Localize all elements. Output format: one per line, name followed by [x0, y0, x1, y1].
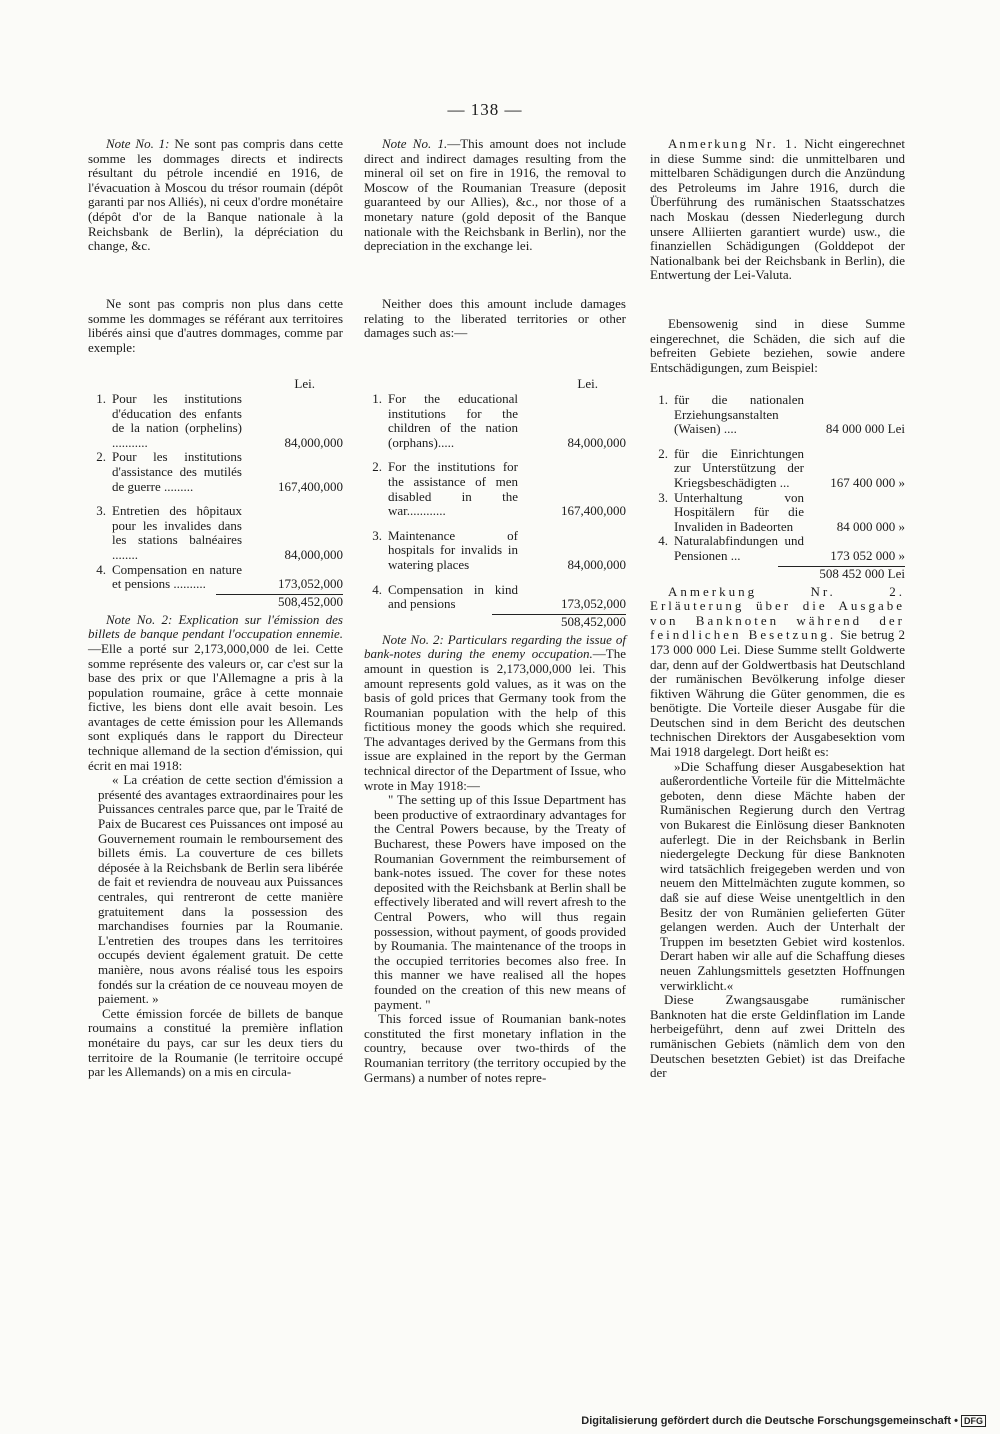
- damage-item: [364, 529, 626, 573]
- note-1: [364, 137, 626, 297]
- german-column: [650, 137, 905, 1081]
- note-2-label: Note No. 2: Particulars regarding the issue of bank-notes during the enemy occupation.: [364, 631, 626, 662]
- note-2-label: Note No. 2: Explication sur l'émission des billets de banque pendant l'occupation ennemie.: [88, 611, 343, 642]
- damages-table: [650, 393, 905, 564]
- item-text: For the educational institutions for the children of the nation (orphans).....: [388, 391, 518, 450]
- note-1: [88, 137, 343, 297]
- item-amount: 173 052 000 »: [830, 547, 905, 563]
- note-1-label: Note No. 1:: [106, 136, 170, 151]
- damage-item: [364, 583, 626, 612]
- item-text: Compensation en nature et pensions ..........: [112, 561, 242, 592]
- currency-unit: Lei.: [294, 376, 315, 391]
- currency-unit: Lei.: [577, 376, 598, 391]
- dfg-logo: DFG: [961, 1415, 986, 1427]
- item-amount: 167,400,000: [561, 503, 626, 519]
- item-amount: 84 000 000 »: [836, 518, 905, 534]
- item-amount: 84 000 000 Lei: [825, 421, 905, 437]
- item-amount: 173,052,000: [561, 596, 626, 612]
- item-text: Pour les institutions d'éducation des enfants de la nation (orphelins) ...........: [112, 391, 242, 450]
- report-quote: »Die Schaffung dieser Ausgabesektion hat außerordentliche Vorteile für die Mittelmächte geboten, denn diese Mächte haben der Rumänischen Regierung durch den Vertrag von Bukarest die Einlösung dieser Banknoten auferlegt. Die in der Reichsbank in Berlin niedergelegte Deckung für diese Banknoten wird tatsächlich freigegeben werden und von neuem den Mittelmächten zugute kommen, so daß sie auf diese Weise unentgeltlich in den Besitz der von Rumänien gelieferten Güter gelangen werden. Auch der Unterhalt der Truppen im besetzten Gebiet wird kostenlos. Derart haben wir alle auf die Schaffung dieses neuen Zahlungsmittels gesetzten Hoffnungen verwirklicht.«: [660, 758, 905, 993]
- item-text: Compensation in kind and pensions: [388, 581, 518, 612]
- item-amount: 84,000,000: [284, 546, 343, 562]
- item-text: Entretien des hôpitaux pour les invalides dans les stations balnéaires ........: [112, 503, 242, 562]
- item-amount: 84,000,000: [284, 434, 343, 450]
- closing-paragraph: This forced issue of Roumanian bank-notes constituted the first monetary inflation in the country, because over two-thirds of the Roumanian territory (the territory occupied by the Germans) a number of notes repre-: [364, 1011, 626, 1085]
- damage-item: [650, 491, 905, 535]
- item-text: For the institutions for the assistance of men disabled in the war............: [388, 459, 518, 519]
- damage-item: [650, 534, 905, 563]
- item-number: 1.: [372, 391, 382, 406]
- closing-paragraph: Diese Zwangsausgabe rumänischer Banknoten hat die erste Geldinflation im Lande herbeigeführt, denn auf zwei Dritteln des rumänischen Gebiets (nämlich dem von den Deutschen besetzten Gebiet) ist das Dreifache der: [650, 992, 905, 1081]
- damage-item: [88, 504, 343, 562]
- total-amount: 508,452,000: [278, 593, 343, 609]
- damage-item: [364, 460, 626, 518]
- damages-table: [364, 392, 626, 612]
- note-1-label: Note No. 1.: [382, 136, 448, 151]
- item-amount: 167,400,000: [278, 478, 343, 494]
- total-amount: 508,452,000: [561, 613, 626, 629]
- item-text: Unterhaltung von Hospitälern für die Invaliden in Badeorten: [674, 489, 804, 534]
- item-amount: 84,000,000: [567, 434, 626, 450]
- item-text: Pour les institutions d'assistance des mutilés de guerre .........: [112, 449, 242, 494]
- note-2-label: Anmerkung Nr. 2. Erläuterung über die Ausgabe von Banknoten während der feindlichen Besetzung.: [650, 583, 905, 643]
- note-2: [650, 585, 905, 760]
- item-number: 1.: [658, 392, 668, 407]
- note-2: [364, 633, 626, 794]
- note-1-text: —This amount does not include direct and indirect damages resulting from the mineral oil set on fire in 1916, the removal to Moscow of the Roumanian Treasure (deposit guaranteed by our Allies), &c., nor those of a monetary nature (gold deposit of the Banque nationale with the Reichsbank in Berlin), nor the depreciation in the exchange lei.: [364, 136, 626, 254]
- damages-intro: Ebensowenig sind in diese Summe eingerechnet, die Schäden, die sich auf die befreiten Gebiete beziehen, sowie andere Entschädigungen, zum Beispiel:: [650, 316, 905, 375]
- damage-item: [88, 563, 343, 592]
- item-text: für die nationalen Erziehungsanstalten (Waisen) ....: [674, 392, 804, 437]
- note-1-text: Nicht eingerechnet in diese Summe sind: die unmittelbaren und mittelbaren Schädigungen durch die Anzündung des Petroleums im Jahre 1916, durch die Überführung des rumänischen Staatsschatzes nach Moskau (dessen Niederlegung durch unsere Alliierten garantiert wurde) usw., die finanziellen Schädigungen (Golddepot der Nationalbank bei der Reichsbank in Berlin), die Entwertung der Lei-Valuta.: [650, 136, 905, 283]
- damage-item: [88, 450, 343, 494]
- note-2: [88, 613, 343, 774]
- note-1-label: Anmerkung Nr. 1.: [668, 136, 799, 151]
- item-number: 4.: [658, 533, 668, 549]
- damages-intro: Neither does this amount include damages relating to the liberated territories or other damages such as:—: [364, 296, 626, 341]
- item-text: Maintenance of hospitals for invalids in watering places: [388, 527, 518, 572]
- item-number: 2.: [96, 449, 106, 465]
- report-quote: " The setting up of this Issue Department has been productive of extraordinary advantages for the Central Powers because, by the Treaty of Bucharest, these Powers have imposed on the Roumanian Government the reimbursement of bank-notes issued. The cover for these notes deposited with the Reichsbank at Berlin shall be effectively liberated and will revert afresh to the Central Powers, who will thus regain possession, without payment, of goods provided by Roumania. The maintenance of the troops in the occupied territories becomes also free. In this manner we have realised all the hopes founded on the creation of this new means of payment. ": [374, 792, 626, 1012]
- damage-item: [650, 393, 905, 437]
- item-amount: 167 400 000 »: [830, 474, 905, 490]
- note-1-text: Ne sont pas compris dans cette somme les dommages directs et indirects résultant du pétrole incendié en 1916, de l'évacuation à Moscou du trésor roumain (dépôt garanti par nos Alliés), ni ceux d'ordre monétaire (dépôt d'or de la Banque nationale à la Reichsbank de Berlin), la dépréciation du change, &c.: [88, 136, 343, 254]
- item-text: Naturalabfindungen und Pensionen ...: [674, 533, 804, 563]
- note-2-text: —Elle a porté sur 2,173,000,000 de lei. Cette somme représente des valeurs or, car c'est sur la base des prix or que l'Allemagne a pris à la population roumaine, grâce à cette monnaie fictive, les biens dont elle avait besoin. Les avantages de cette émission pour les Allemands sont expliqués dans le rapport du Directeur technique allemand de la section d'émission, qui écrit en mai 1918:: [88, 640, 343, 773]
- note-2-text: Sie betrug 2 173 000 000 Lei. Diese Summe stellt Goldwerte dar, denn auf der Goldwertbasis hat Deutschland der rumänischen Bevölkerung infolge dieser fiktiven Währung die Güter genommen, die es benötigte. Die Vorteile dieser Ausgabe für die Deutschen sind in dem Bericht des deutschen technischen Direktors der Ausgabesektion vom Mai 1918 dargelegt. Dort heißt es:: [650, 627, 905, 760]
- item-number: 1.: [96, 391, 106, 406]
- report-quote: « La création de cette section d'émission a présenté des avantages extraordinaires pour les Puissances centrales parce que, par le Traité de Paix de Bucarest ces Puissances ont imposé au Gouvernement roumain le remboursement des billets émis. La couverture de ces billets déposée à la Reichsbank de Berlin sera libérée de fait et reviendra de nouveau aux Puissances centrales, qui rentreront de cette manière gratuitement dans la possession des marchandises fournies par la Roumanie. L'entretien des troupes dans les territoires occupés devient également gratuit. De cette manière, nous avons réalisé tous les espoirs fondés sur la création de ce nouveau moyen de paiement. »: [98, 772, 343, 1007]
- closing-paragraph: Cette émission forcée de billets de banque roumains a constitué la première inflation monétaire du pays, car sur les deux tiers du territoire de la Roumanie (le territoire occupé par les Allemands) on a mis en circula-: [88, 1005, 343, 1080]
- item-number: 4.: [372, 581, 382, 597]
- damage-item: [88, 392, 343, 450]
- french-column: [88, 137, 343, 1080]
- digitization-credit: [581, 1415, 986, 1427]
- item-amount: 84,000,000: [567, 556, 626, 572]
- damages-intro: Ne sont pas compris non plus dans cette somme les dommages se référant aux territoires libérés ainsi que d'autres dommages, comme par exemple:: [88, 296, 343, 355]
- damage-item: [650, 447, 905, 491]
- item-text: für die Einrichtungen zur Unterstützung der Kriegsbeschädigten ...: [674, 445, 804, 490]
- page-number: — 138 —: [447, 100, 523, 119]
- total-amount: 508 452 000 Lei: [819, 565, 905, 581]
- item-number: 3.: [96, 503, 106, 519]
- item-number: 4.: [96, 561, 106, 577]
- item-number: 3.: [658, 489, 668, 505]
- damages-table: [88, 392, 343, 592]
- item-number: 2.: [372, 459, 382, 475]
- item-number: 3.: [372, 527, 382, 543]
- item-number: 2.: [658, 445, 668, 461]
- credit-text: Digitalisierung gefördert durch die Deutsche Forschungsgemeinschaft •: [581, 1415, 958, 1427]
- damage-item: [364, 392, 626, 450]
- note-1: [650, 137, 905, 317]
- note-2-text: —The amount in question is 2,173,000,000 lei. This amount represents gold values, as it was on the basis of gold prices that Germany took from the Roumanian population with the help of this fictitious money the goods which she required. The advantages derived by the Germans from this issue are explained in the report by the German technical director of the Department of Issue, who wrote in May 1918:—: [364, 646, 626, 793]
- english-column: [364, 137, 626, 1085]
- item-amount: 173,052,000: [278, 576, 343, 592]
